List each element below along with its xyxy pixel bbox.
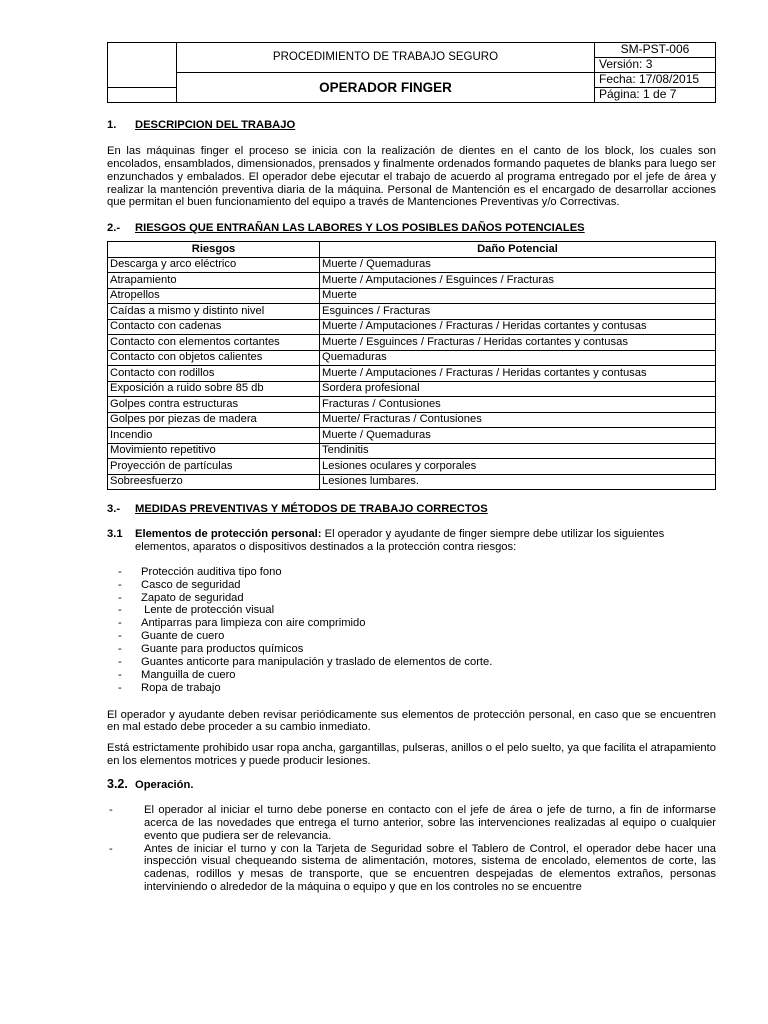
ppe-list-item: - Zapato de seguridad bbox=[107, 592, 716, 605]
section-2-title: RIESGOS QUE ENTRAÑAN LAS LABORES Y LOS POSIBLES DAÑOS POTENCIALES bbox=[135, 222, 585, 235]
risk-table-row bbox=[108, 304, 716, 320]
damage-cell: Muerte / Amputaciones / Fracturas / Heridas cortantes y contusas bbox=[320, 366, 716, 382]
risk-cell: Golpes por piezas de madera bbox=[108, 412, 320, 428]
document-date: Fecha: 17/08/2015 bbox=[595, 73, 716, 88]
risk-column-header: Riesgos bbox=[108, 242, 320, 258]
logo-cell bbox=[108, 43, 177, 88]
risk-table-row bbox=[108, 443, 716, 459]
ppe-list-item: - Guantes anticorte para manipulación y traslado de elementos de corte. bbox=[107, 656, 716, 669]
document-body bbox=[107, 117, 716, 894]
damage-cell: Muerte / Amputaciones / Esguinces / Fracturas bbox=[320, 273, 716, 289]
ppe-inspection-paragraph: El operador y ayudante deben revisar periódicamente sus elementos de protección personal, en caso que se encuentren en mal estado debe proceder a su cambio inmediato. bbox=[107, 708, 716, 734]
section-1-body: En las máquinas finger el proceso se inicia con la realización de dientes en el canto de los block, los cuales son encolados, ensamblados, dimensionados, prensados y finalmente ordenados formando paquetes de blanks para luego ser enzunchados y embalados. El operador debe ejecutar el trabajo de acuerdo al programa entregado por el jefe de área y realizar la mantención preventiva diaria de la máquina. Personal de Mantención es el encargado de desarrollar acciones que permitan el buen funcionamiento del equipo a través de Mantenciones Preventivas y/o Correctivas. bbox=[107, 144, 716, 209]
damage-cell: Sordera profesional bbox=[320, 381, 716, 397]
subsection-3-2-number: 3.2. bbox=[107, 777, 128, 791]
section-3-heading bbox=[107, 503, 716, 516]
damage-cell: Muerte / Esguinces / Fracturas / Heridas cortantes y contusas bbox=[320, 335, 716, 351]
risk-table-row bbox=[108, 257, 716, 273]
risk-cell: Caídas a mismo y distinto nivel bbox=[108, 304, 320, 320]
section-3-title: MEDIDAS PREVENTIVAS Y MÉTODOS DE TRABAJO CORRECTOS bbox=[135, 503, 488, 516]
risk-cell: Exposición a ruido sobre 85 db bbox=[108, 381, 320, 397]
operation-step: - Antes de iniciar el turno y con la Tarjeta de Seguridad sobre el Tablero de Control, el operador debe hacer una inspección visual chequeando sistema de alimentación, motores, sistema de encolado, elementos de corte, las cadenas, rodillos y mesas de transporte, que se encuentren despejadas de elementos extraños, personas interviniendo o alrededor de la máquina o equipo y que en los controles no se encuentre bbox=[107, 843, 716, 895]
document-code: SM-PST-006 bbox=[595, 43, 716, 58]
risk-cell: Atropellos bbox=[108, 288, 320, 304]
risk-table-row bbox=[108, 273, 716, 289]
damage-cell: Muerte/ Fracturas / Contusiones bbox=[320, 412, 716, 428]
risk-table-row bbox=[108, 350, 716, 366]
logo-cell-lower bbox=[108, 88, 177, 103]
damage-cell: Lesiones oculares y corporales bbox=[320, 459, 716, 475]
clothing-prohibition-paragraph: Está estrictamente prohibido usar ropa ancha, gargantillas, pulseras, anillos o el pelo suelto, ya que facilita el atrapamiento en los elementos motrices y puede producir lesiones. bbox=[107, 742, 716, 768]
risk-cell: Sobreesfuerzo bbox=[108, 474, 320, 490]
damage-cell: Tendinitis bbox=[320, 443, 716, 459]
risk-cell: Movimiento repetitivo bbox=[108, 443, 320, 459]
risk-table-row bbox=[108, 335, 716, 351]
document-header bbox=[107, 42, 716, 103]
risk-cell: Incendio bbox=[108, 428, 320, 444]
section-1-heading bbox=[107, 119, 716, 132]
ppe-list-item: - Antiparras para limpieza con aire comprimido bbox=[107, 617, 716, 630]
risk-table-row bbox=[108, 412, 716, 428]
risk-table bbox=[107, 241, 716, 490]
procedure-label: PROCEDIMIENTO DE TRABAJO SEGURO bbox=[177, 43, 595, 73]
damage-cell: Fracturas / Contusiones bbox=[320, 397, 716, 413]
damage-cell: Muerte / Amputaciones / Fracturas / Heridas cortantes y contusas bbox=[320, 319, 716, 335]
operation-steps-list bbox=[107, 804, 716, 894]
damage-cell: Muerte / Quemaduras bbox=[320, 428, 716, 444]
operation-step: - El operador al iniciar el turno debe ponerse en contacto con el jefe de área o jefe de turno, a fin de informarse acerca de las novedades que entrega el turno anterior, sobre las intervenciones realizadas al equipo o cualquier evento que pudiera ser de relevancia. bbox=[107, 804, 716, 843]
risk-table-row bbox=[108, 381, 716, 397]
ppe-list-item: - Lente de protección visual bbox=[107, 604, 716, 617]
document-version: Versión: 3 bbox=[595, 58, 716, 73]
risk-table-row bbox=[108, 428, 716, 444]
section-3-number: 3.- bbox=[107, 503, 121, 516]
risk-cell: Contacto con cadenas bbox=[108, 319, 320, 335]
damage-cell: Lesiones lumbares. bbox=[320, 474, 716, 490]
page-number: Página: 1 de 7 bbox=[595, 88, 716, 103]
risk-table-row bbox=[108, 366, 716, 382]
subsection-3-1-title: Elementos de protección personal: bbox=[135, 528, 322, 540]
ppe-list-item: - Casco de seguridad bbox=[107, 579, 716, 592]
subsection-3-1-intro: El operador y ayudante de finger siempre debe utilizar los siguientes elementos, aparatos o dispositivos destinados a la protección contra riesgos: bbox=[135, 528, 665, 553]
section-2-number: 2.- bbox=[107, 222, 121, 235]
risk-table-row bbox=[108, 319, 716, 335]
risk-cell: Contacto con objetos calientes bbox=[108, 350, 320, 366]
ppe-list-item: - Protección auditiva tipo fono bbox=[107, 566, 716, 579]
risk-cell: Contacto con rodillos bbox=[108, 366, 320, 382]
risk-cell: Contacto con elementos cortantes bbox=[108, 335, 320, 351]
subsection-3-2-heading bbox=[107, 777, 716, 792]
damage-cell: Esguinces / Fracturas bbox=[320, 304, 716, 320]
section-1-number: 1. bbox=[107, 119, 117, 131]
subsection-3-1 bbox=[107, 528, 716, 554]
risk-table-row bbox=[108, 397, 716, 413]
risk-cell: Descarga y arco eléctrico bbox=[108, 257, 320, 273]
ppe-list-item: - Manguilla de cuero bbox=[107, 669, 716, 682]
risk-table-row bbox=[108, 459, 716, 475]
risk-table-row bbox=[108, 288, 716, 304]
ppe-list-item: - Guante de cuero bbox=[107, 630, 716, 643]
damage-cell: Muerte / Quemaduras bbox=[320, 257, 716, 273]
subsection-3-2-title: Operación. bbox=[135, 779, 194, 791]
ppe-list bbox=[107, 566, 716, 695]
ppe-list-item: - Guante para productos químicos bbox=[107, 643, 716, 656]
risk-table-row bbox=[108, 474, 716, 490]
subsection-3-1-number: 3.1 bbox=[107, 528, 123, 540]
document-title: OPERADOR FINGER bbox=[177, 73, 595, 103]
risk-cell: Atrapamiento bbox=[108, 273, 320, 289]
risk-cell: Proyección de partículas bbox=[108, 459, 320, 475]
risk-cell: Golpes contra estructuras bbox=[108, 397, 320, 413]
risk-table-body bbox=[108, 257, 716, 490]
section-2-heading bbox=[107, 222, 716, 235]
ppe-list-item: - Ropa de trabajo bbox=[107, 682, 716, 695]
damage-cell: Quemaduras bbox=[320, 350, 716, 366]
damage-column-header: Daño Potencial bbox=[320, 242, 716, 258]
damage-cell: Muerte bbox=[320, 288, 716, 304]
section-1-title: DESCRIPCION DEL TRABAJO bbox=[135, 119, 296, 131]
